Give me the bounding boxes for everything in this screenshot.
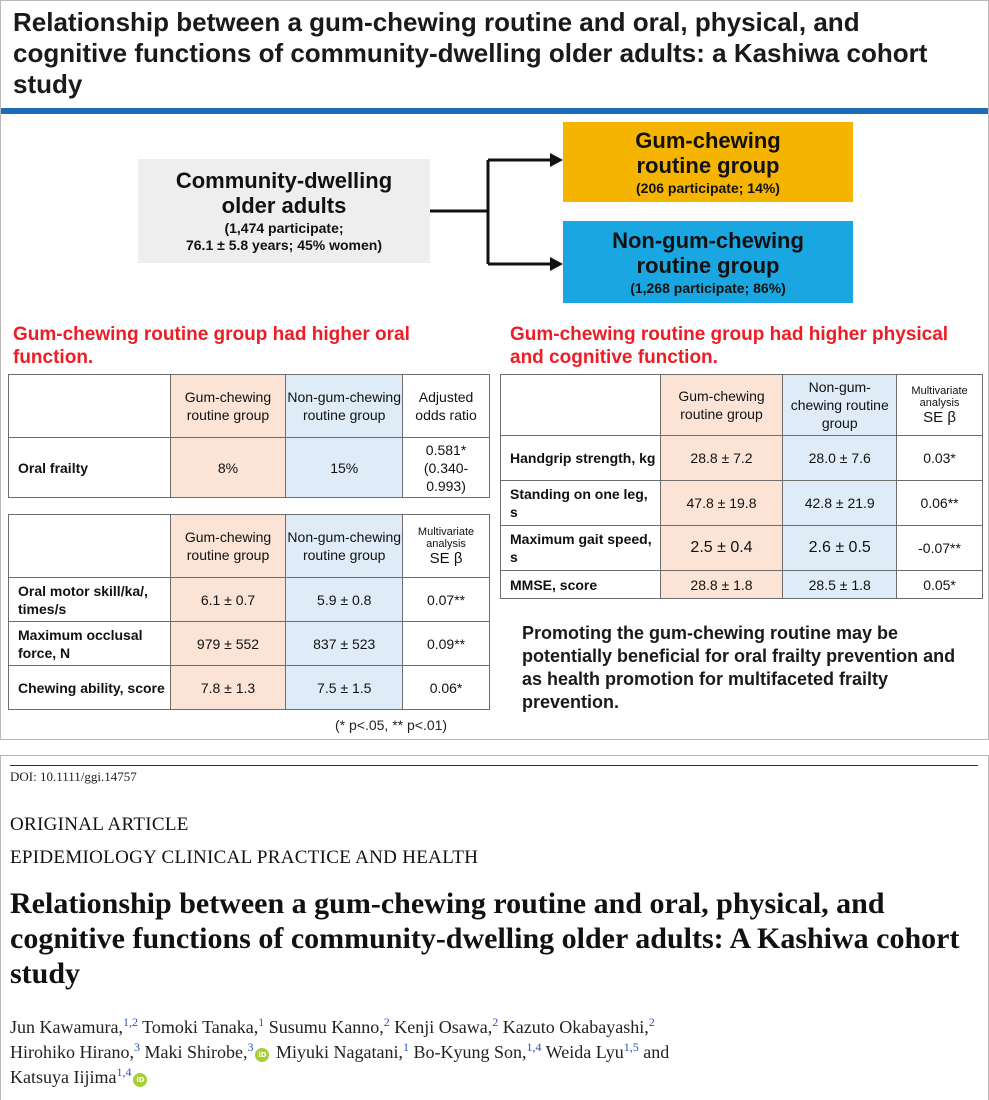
author-affiliation[interactable]: 1 bbox=[402, 1040, 409, 1054]
table-row bbox=[501, 571, 983, 599]
table-header-blank bbox=[9, 375, 171, 438]
table-header-beta bbox=[897, 375, 983, 436]
table-row bbox=[9, 666, 490, 710]
author-name[interactable]: Katsuya Iijima bbox=[10, 1067, 117, 1087]
gum-group-box bbox=[563, 122, 853, 202]
row-label: Standing on one leg, s bbox=[501, 481, 661, 526]
gum-value: 28.8 ± 7.2 bbox=[660, 436, 783, 481]
table-header-gum: Gum-chewing routine group bbox=[170, 375, 286, 438]
population-detail-2: 76.1 ± 5.8 years; 45% women) bbox=[185, 237, 382, 253]
author-affiliation[interactable]: 1,2 bbox=[122, 1015, 138, 1029]
author-name[interactable]: Weida Lyu bbox=[545, 1042, 624, 1062]
gum-value: 979 ± 552 bbox=[170, 622, 286, 666]
table-header-blank bbox=[501, 375, 661, 436]
author-name[interactable]: Susumu Kanno, bbox=[268, 1017, 384, 1037]
population-label-1: Community-dwelling bbox=[175, 168, 393, 193]
author-affiliation[interactable]: 2 bbox=[492, 1015, 499, 1029]
author-affiliation[interactable]: 1,4 bbox=[526, 1040, 542, 1054]
table-header-blank bbox=[9, 515, 171, 578]
beta-value: 0.03* bbox=[897, 436, 983, 481]
nongum-value: 42.8 ± 21.9 bbox=[783, 481, 897, 526]
gum-value: 7.8 ± 1.3 bbox=[170, 666, 286, 710]
table-row bbox=[9, 438, 490, 498]
table-row bbox=[501, 481, 983, 526]
table-header-gum: Gum-chewing routine group bbox=[660, 375, 783, 436]
nongum-value: 5.9 ± 0.8 bbox=[286, 578, 403, 622]
table-header-nongum: Non-gum-chewing routine group bbox=[286, 375, 403, 438]
author-affiliation[interactable]: 1 bbox=[258, 1015, 265, 1029]
table-row bbox=[9, 578, 490, 622]
row-label: Maximum occlusal force, N bbox=[9, 622, 171, 666]
nongum-value: 28.5 ± 1.8 bbox=[783, 571, 897, 599]
table-header-nongum: Non-gum-chewing routine group bbox=[286, 515, 403, 578]
gum-group-label-2: routine group bbox=[636, 152, 780, 178]
gum-value: 28.8 ± 1.8 bbox=[660, 571, 783, 599]
gum-group-detail: (206 participate; 14%) bbox=[636, 179, 780, 196]
oral-function-table bbox=[8, 514, 490, 710]
nongum-value: 7.5 ± 1.5 bbox=[286, 666, 403, 710]
odds-ratio-value bbox=[403, 438, 490, 498]
table-row bbox=[501, 526, 983, 571]
row-label: Handgrip strength, kg bbox=[501, 436, 661, 481]
gum-value: 6.1 ± 0.7 bbox=[170, 578, 286, 622]
author-name[interactable]: Maki Shirobe, bbox=[144, 1042, 248, 1062]
row-label: Maximum gait speed, s bbox=[501, 526, 661, 571]
nongum-value: 2.6 ± 0.5 bbox=[783, 526, 897, 571]
author-affiliation[interactable]: 1,5 bbox=[623, 1040, 639, 1054]
gum-value: 47.8 ± 19.8 bbox=[660, 481, 783, 526]
orcid-icon[interactable]: iD bbox=[255, 1048, 269, 1062]
row-label: MMSE, score bbox=[501, 571, 661, 599]
gum-value: 2.5 ± 0.4 bbox=[660, 526, 783, 571]
population-detail-1: (1,474 participate; bbox=[224, 220, 344, 236]
author-name[interactable]: Jun Kawamura, bbox=[10, 1017, 123, 1037]
author-affiliation[interactable]: 3 bbox=[247, 1040, 254, 1054]
table-header-odds: Adjusted odds ratio bbox=[403, 375, 490, 438]
odds-ratio-ci-high: 0.993) bbox=[426, 477, 466, 494]
table-header-nongum: Non-gum-chewing routine group bbox=[783, 375, 897, 436]
arrowhead-bottom-icon bbox=[550, 257, 563, 271]
gum-group-label-1: Gum-chewing bbox=[635, 127, 781, 153]
beta-value: 0.09** bbox=[403, 622, 490, 666]
beta-value: 0.06* bbox=[403, 666, 490, 710]
paper-header bbox=[0, 755, 989, 1100]
author-affiliation[interactable]: 1,4 bbox=[116, 1065, 132, 1079]
author-conjunction: and bbox=[643, 1042, 670, 1062]
author-affiliation[interactable]: 2 bbox=[648, 1015, 655, 1029]
physical-finding-heading: Gum-chewing routine group had higher physical and cognitive function. bbox=[510, 324, 949, 368]
conclusion-text: Promoting the gum-chewing routine may be potentially beneficial for oral frailty prevention and as health promotion for multifaceted frailty prevention. bbox=[522, 623, 956, 712]
odds-ratio-ci-low: (0.340- bbox=[423, 459, 469, 476]
author-affiliation[interactable]: 2 bbox=[383, 1015, 390, 1029]
beta-value: 0.07** bbox=[403, 578, 490, 622]
odds-ratio: 0.581* bbox=[425, 441, 467, 458]
table-row bbox=[9, 622, 490, 666]
orcid-icon[interactable]: iD bbox=[133, 1073, 147, 1087]
arrowhead-top-icon bbox=[550, 153, 563, 167]
beta-header-unit: SE β bbox=[429, 549, 463, 567]
oral-finding-heading: Gum-chewing routine group had higher oral function. bbox=[13, 324, 410, 368]
section-name: EPIDEMIOLOGY CLINICAL PRACTICE AND HEALTH bbox=[10, 847, 479, 868]
author-name[interactable]: Bo-Kyung Son, bbox=[413, 1042, 527, 1062]
abstract-title: Relationship between a gum-chewing routine and oral, physical, and cognitive functions of community-dwelling older adults: a Kashiwa cohort study bbox=[13, 7, 928, 99]
nongum-group-detail: (1,268 participate; 86%) bbox=[630, 279, 786, 296]
nongum-group-box bbox=[563, 221, 853, 303]
beta-header-unit: SE β bbox=[923, 408, 956, 426]
row-label: Oral frailty bbox=[9, 438, 171, 498]
table-row bbox=[501, 436, 983, 481]
row-label: Chewing ability, score bbox=[9, 666, 171, 710]
nongum-group-label-2: routine group bbox=[636, 252, 780, 278]
doi-divider bbox=[10, 765, 978, 766]
table-header-gum: Gum-chewing routine group bbox=[170, 515, 286, 578]
oral-frailty-table bbox=[8, 374, 490, 498]
author-affiliation[interactable]: 3 bbox=[133, 1040, 140, 1054]
nongum-value: 15% bbox=[286, 438, 403, 498]
beta-value: 0.06** bbox=[897, 481, 983, 526]
nongum-value: 28.0 ± 7.6 bbox=[783, 436, 897, 481]
author-name[interactable]: Kazuto Okabayashi, bbox=[502, 1017, 649, 1037]
author-name[interactable]: Tomoki Tanaka, bbox=[142, 1017, 259, 1037]
beta-value: -0.07** bbox=[897, 526, 983, 571]
paper-title: Relationship between a gum-chewing routine and oral, physical, and cognitive functions of community-dwelling older adults: A Kashiwa cohort study bbox=[10, 887, 960, 990]
author-name[interactable]: Kenji Osawa, bbox=[394, 1017, 493, 1037]
author-name[interactable]: Hirohiko Hirano, bbox=[10, 1042, 134, 1062]
beta-value: 0.05* bbox=[897, 571, 983, 599]
population-label-2: older adults bbox=[221, 193, 347, 218]
row-label: Oral motor skill/ka/, times/s bbox=[9, 578, 171, 622]
nongum-group-label-1: Non-gum-chewing bbox=[612, 227, 804, 253]
article-type: ORIGINAL ARTICLE bbox=[10, 814, 189, 835]
population-box bbox=[138, 159, 430, 263]
physical-cognitive-table bbox=[500, 374, 983, 599]
beta-header-label: Multivariate analysis bbox=[911, 384, 968, 409]
author-list bbox=[10, 1015, 970, 1090]
doi-text[interactable]: DOI: 10.1111/ggi.14757 bbox=[10, 769, 137, 784]
significance-footnote: (* p<.05, ** p<.01) bbox=[335, 717, 448, 733]
table-header-beta bbox=[403, 515, 490, 578]
author-name[interactable]: Miyuki Nagatani, bbox=[275, 1042, 403, 1062]
beta-header-label: Multivariate analysis bbox=[417, 525, 475, 550]
gum-value: 8% bbox=[170, 438, 286, 498]
nongum-value: 837 ± 523 bbox=[286, 622, 403, 666]
